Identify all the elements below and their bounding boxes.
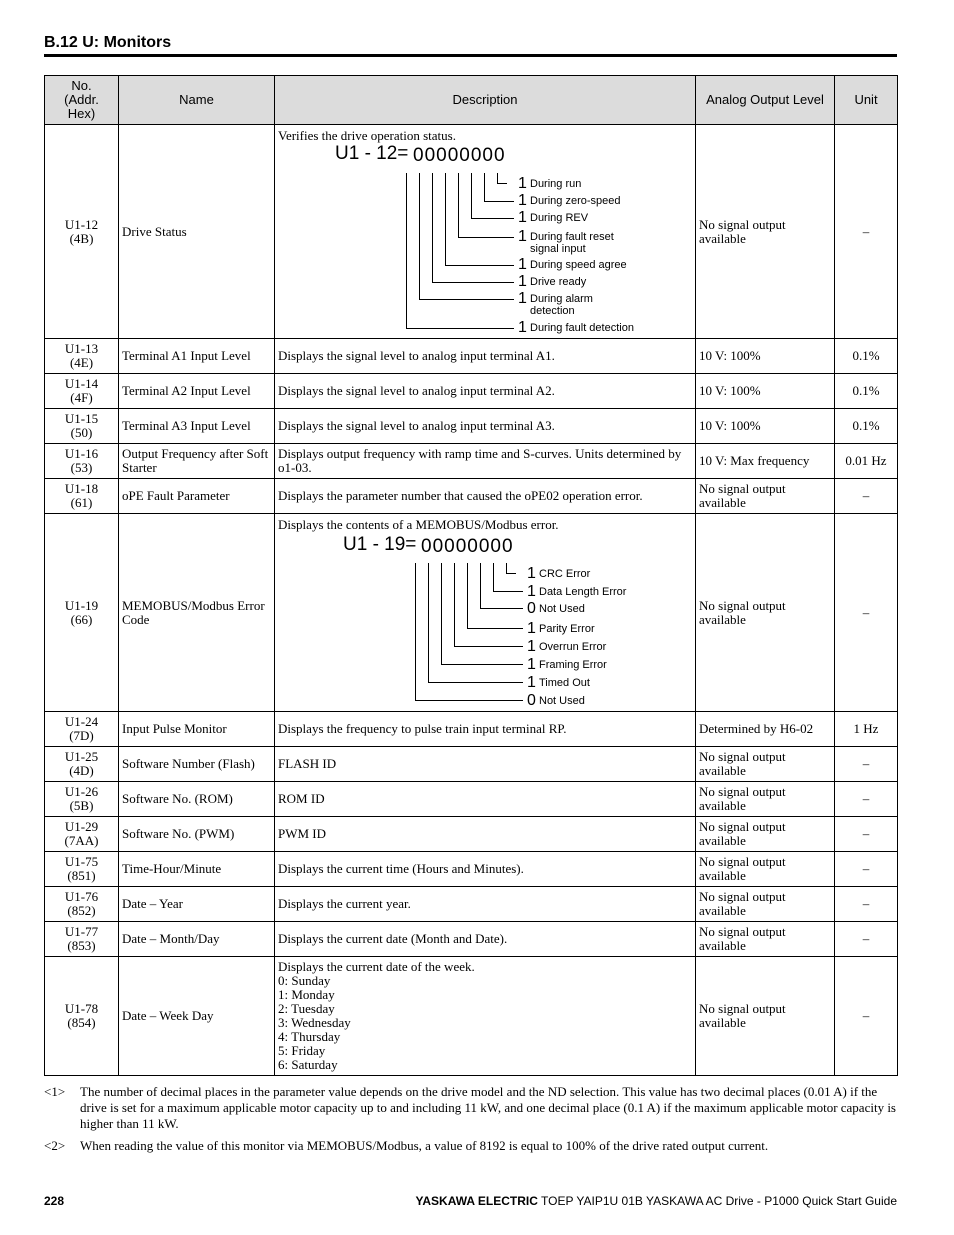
header-description: Description [275, 76, 696, 125]
footer-doc: TOEP YAIP1U 01B YASKAWA AC Drive - P1000 Quick Start Guide [537, 1194, 897, 1208]
header-name: Name [119, 76, 275, 125]
leader-line [415, 563, 416, 700]
row-description: Displays output frequency with ramp time and S-curves. Units determined by o1-03. [275, 444, 696, 479]
table-row [45, 712, 898, 747]
row-name: Drive Status [119, 125, 275, 339]
section-title: B.12 U: Monitors [44, 34, 172, 51]
row-analog-output: No signal output available [696, 852, 835, 887]
drive-status-bit-diagram: U1 - 12= 00000000 1 During run 1 During zero-speed 1 During REV 1 During fault reset signal input 1 During speed agree 1 Drive ready 1 During alarm detection 1 During fault detection [335, 142, 634, 336]
row-description: Displays the current time (Hours and Minutes). [275, 852, 696, 887]
header-unit: Unit [835, 76, 898, 125]
leader-line [406, 328, 514, 329]
row-name: Terminal A2 Input Level [119, 374, 275, 409]
diagram-label: U1 - 12= [335, 142, 409, 164]
header-analog-output-level: Analog Output Level [696, 76, 835, 125]
footer-doc-title [415, 1194, 897, 1208]
leader-line [471, 173, 472, 218]
row-no: U1-29 (7AA) [45, 817, 119, 852]
table-row [45, 887, 898, 922]
diagram-label: U1 - 19= [343, 533, 417, 555]
leader-line [497, 173, 498, 183]
footnote-mark: <2> [44, 1138, 66, 1153]
leader-line [497, 183, 507, 184]
row-no: U1-16 (53) [45, 444, 119, 479]
row-unit: – [835, 957, 898, 1076]
table-row [45, 747, 898, 782]
row-no: U1-14 (4F) [45, 374, 119, 409]
leader-line [445, 173, 446, 265]
row-unit: 1 Hz [835, 712, 898, 747]
leader-line [484, 201, 514, 202]
row-unit: – [835, 125, 898, 339]
weekday-item: 5: Friday [278, 1043, 326, 1058]
leader-line [432, 282, 514, 283]
row-description: Displays the frequency to pulse train input terminal RP. [275, 712, 696, 747]
table-row [45, 957, 898, 1076]
table-row [45, 374, 898, 409]
table-row [45, 339, 898, 374]
row-analog-output: No signal output available [696, 479, 835, 514]
row-name: Input Pulse Monitor [119, 712, 275, 747]
leader-line [441, 664, 523, 665]
row-no: U1-78 (854) [45, 957, 119, 1076]
row-analog-output: No signal output available [696, 125, 835, 339]
diagram-bits: 00000000 [421, 535, 514, 557]
row-analog-output: 10 V: 100% [696, 409, 835, 444]
row-analog-output: 10 V: 100% [696, 339, 835, 374]
weekday-item: 1: Monday [278, 987, 335, 1002]
row-description: Displays the current date of the week. 0: Sunday 1: Monday 2: Tuesday 3: Wednesday 4: Thursday 5: Friday 6: Saturday [275, 957, 696, 1076]
weekday-item: 3: Wednesday [278, 1015, 351, 1030]
row-description: Displays the current date (Month and Date). [275, 922, 696, 957]
row-analog-output: No signal output available [696, 817, 835, 852]
row-unit: – [835, 747, 898, 782]
row-no: U1-18 (61) [45, 479, 119, 514]
leader-line [454, 563, 455, 646]
table-row [45, 922, 898, 957]
row-analog-output: No signal output available [696, 782, 835, 817]
row-name: Software Number (Flash) [119, 747, 275, 782]
row-name: oPE Fault Parameter [119, 479, 275, 514]
row-no: U1-25 (4D) [45, 747, 119, 782]
row-no: U1-24 (7D) [45, 712, 119, 747]
row-no: U1-19 (66) [45, 514, 119, 712]
leader-line [458, 173, 459, 237]
row-analog-output: 10 V: Max frequency [696, 444, 835, 479]
row-unit: – [835, 817, 898, 852]
footnote-mark: <1> [44, 1084, 66, 1099]
row-description: Displays the parameter number that caused the oPE02 operation error. [275, 479, 696, 514]
leader-line [428, 682, 523, 683]
leader-line [406, 173, 407, 328]
leader-line [467, 628, 523, 629]
weekday-item: 2: Tuesday [278, 1001, 335, 1016]
row-description: Verifies the drive operation status. U1 - 12= 00000000 1 During run 1 During zero-speed 1 During REV 1 During fault reset signal input 1 During speed agree 1 Drive ready 1 During alarm detection 1 During fault detection [275, 125, 696, 339]
row-unit: – [835, 479, 898, 514]
leader-line [454, 646, 523, 647]
table-header-row [45, 76, 898, 125]
footnotes [44, 1084, 897, 1160]
footer-brand: YASKAWA ELECTRIC [415, 1194, 538, 1208]
leader-line [471, 218, 514, 219]
table-row [45, 444, 898, 479]
leader-line [458, 237, 514, 238]
table-row [45, 852, 898, 887]
row-analog-output: No signal output available [696, 922, 835, 957]
row-unit: 0.1% [835, 409, 898, 444]
footnote [44, 1084, 897, 1132]
page-number: 228 [44, 1194, 65, 1208]
leader-line [445, 265, 514, 266]
leader-line [415, 700, 523, 701]
header-no: No. (Addr. Hex) [45, 76, 119, 125]
row-description: Displays the signal level to analog input terminal A3. [275, 409, 696, 444]
row-description: Displays the signal level to analog input terminal A1. [275, 339, 696, 374]
row-description: FLASH ID [275, 747, 696, 782]
modbus-error-bit-diagram: U1 - 19= 00000000 1 CRC Error 1 Data Length Error 0 Not Used 1 Parity Error 1 Overrun Error 1 Framing Error 1 Timed Out 0 Not Used [343, 533, 627, 709]
row-no: U1-77 (853) [45, 922, 119, 957]
weekday-item: 0: Sunday [278, 973, 331, 988]
row-name: Time-Hour/Minute [119, 852, 275, 887]
row-unit: 0.01 Hz [835, 444, 898, 479]
row-description: Displays the current year. [275, 887, 696, 922]
leader-line [441, 563, 442, 664]
leader-line [493, 591, 523, 592]
row-unit: – [835, 782, 898, 817]
title-rule [44, 54, 897, 57]
row-unit: – [835, 514, 898, 712]
footnote [44, 1138, 897, 1154]
row-no: U1-76 (852) [45, 887, 119, 922]
table-row [45, 409, 898, 444]
row-name: Output Frequency after Soft Starter [119, 444, 275, 479]
leader-line [467, 563, 468, 628]
row-name: Software No. (ROM) [119, 782, 275, 817]
row-analog-output: No signal output available [696, 957, 835, 1076]
row-unit: 0.1% [835, 339, 898, 374]
row-name: Date – Year [119, 887, 275, 922]
row-no: U1-15 (50) [45, 409, 119, 444]
weekday-item: 4: Thursday [278, 1029, 341, 1044]
leader-line [493, 563, 494, 591]
table-row [45, 782, 898, 817]
leader-line [506, 573, 516, 574]
row-no: U1-75 (851) [45, 852, 119, 887]
footnote-text: When reading the value of this monitor via MEMOBUS/Modbus, a value of 8192 is equal to 100% of the drive rated output current. [80, 1138, 769, 1153]
row-analog-output: No signal output available [696, 887, 835, 922]
row-unit: – [835, 887, 898, 922]
leader-line [432, 173, 433, 282]
row-name: Date – Month/Day [119, 922, 275, 957]
table-row [45, 514, 898, 712]
row-analog-output: Determined by H6-02 [696, 712, 835, 747]
monitor-table [44, 75, 898, 1076]
leader-line [480, 563, 481, 608]
leader-line [419, 173, 420, 299]
row-no: U1-12 (4B) [45, 125, 119, 339]
row-analog-output: 10 V: 100% [696, 374, 835, 409]
table-row [45, 817, 898, 852]
footnote-text: The number of decimal places in the parameter value depends on the drive model and the ND selection. This value has two decimal places (0.01 A) if the drive is set for a maximum applicable motor capacity up to and including 11 kW, and one decimal place (0.1 A) if the maximum applicable motor capacity is higher than 11 kW. [80, 1084, 896, 1131]
leader-line [484, 173, 485, 201]
row-name: Date – Week Day [119, 957, 275, 1076]
weekday-item: 6: Saturday [278, 1057, 338, 1072]
row-no: U1-13 (4E) [45, 339, 119, 374]
row-name: MEMOBUS/Modbus Error Code [119, 514, 275, 712]
row-description: ROM ID [275, 782, 696, 817]
row-unit: – [835, 852, 898, 887]
row-analog-output: No signal output available [696, 514, 835, 712]
leader-line [428, 563, 429, 682]
row-unit: 0.1% [835, 374, 898, 409]
leader-line [419, 299, 514, 300]
row-unit: – [835, 922, 898, 957]
row-no: U1-26 (5B) [45, 782, 119, 817]
row-description: Displays the signal level to analog input terminal A2. [275, 374, 696, 409]
row-analog-output: No signal output available [696, 747, 835, 782]
table-row [45, 479, 898, 514]
row-description: Displays the contents of a MEMOBUS/Modbus error. U1 - 19= 00000000 1 CRC Error 1 Data Length Error 0 Not Used 1 Parity Error 1 Overrun Error 1 Framing Error 1 Timed Out 0 Not Used [275, 514, 696, 712]
table-row [45, 125, 898, 339]
row-name: Terminal A1 Input Level [119, 339, 275, 374]
row-name: Terminal A3 Input Level [119, 409, 275, 444]
leader-line [506, 563, 507, 573]
leader-line [480, 608, 523, 609]
row-description: PWM ID [275, 817, 696, 852]
row-name: Software No. (PWM) [119, 817, 275, 852]
diagram-bits: 00000000 [413, 144, 506, 166]
